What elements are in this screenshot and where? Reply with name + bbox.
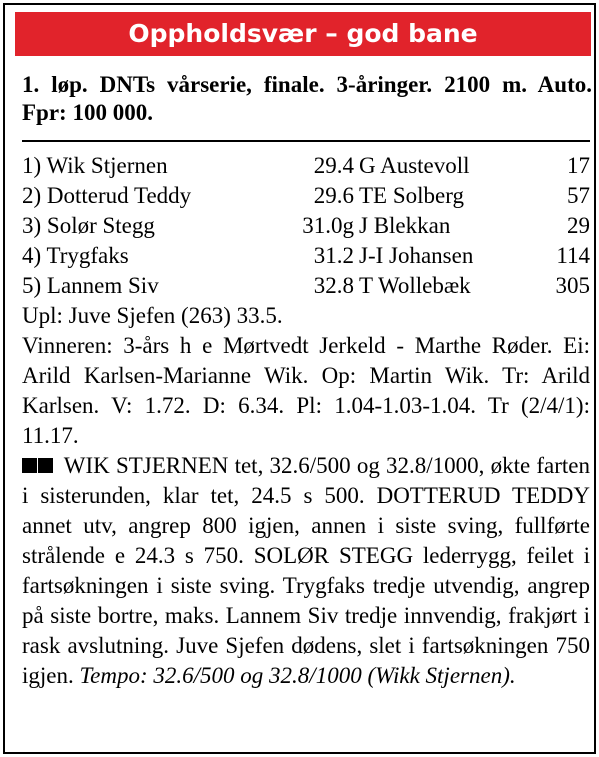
results-table [22, 151, 590, 301]
km-time: 31.2 [313, 243, 354, 268]
result-row [22, 271, 590, 301]
result-card [3, 3, 596, 754]
result-row [22, 181, 590, 211]
weather-track-banner: Oppholdsvær – god bane [15, 12, 591, 56]
horse-name: 2) Dotterud Teddy [22, 183, 192, 208]
result-row [22, 211, 590, 241]
odds: 114 [556, 243, 590, 268]
driver-name: J-I Johansen [359, 243, 474, 268]
driver-name: G Austevoll [359, 153, 470, 178]
km-time: 32.8 [313, 273, 354, 298]
odds: 305 [555, 273, 590, 298]
driver-name: T Wollebæk [359, 273, 471, 298]
result-row [22, 241, 590, 271]
odds: 29 [567, 213, 590, 238]
race-report-text: WIK STJERNEN tet, 32.6/500 og 32.8/1000, økte farten i sisterunden, klar tet, 24.5 s 500. DOTTERUD TEDDY annet utv, angrep 800 igjen, annen i siste sving, fullførte strålende e 24.3 s 750. SOLØR STEGG lederrygg, feilet i fartsøkningen i siste sving. Trygfaks tredje utvendig, angrep på siste bortre, maks. Lannem Siv tredje innvendig, frakjørt i rask avslutning. Juve Sjefen dødens, slet i fartsøkningen 750 igjen. [22, 453, 591, 688]
driver-name: TE Solberg [359, 183, 464, 208]
divider [22, 140, 590, 142]
rating-squares-icon [22, 451, 54, 481]
race-report [22, 451, 590, 691]
result-row [22, 151, 590, 181]
odds: 17 [567, 153, 590, 178]
driver-name: J Blekkan [359, 213, 451, 238]
odds: 57 [567, 183, 590, 208]
tempo-note: Tempo: 32.6/500 og 32.8/1000 (Wikk Stjernen). [79, 663, 516, 688]
km-time: 29.4 [313, 153, 354, 178]
race-title: 1. løp. DNTs vårserie, finale. 3-åringer. 2100 m. Auto. Fpr: 100 000. [22, 72, 592, 125]
km-time: 29.6 [313, 183, 354, 208]
horse-name: 5) Lannem Siv [22, 273, 159, 298]
winner-details: Vinneren: 3-års h e Mørtvedt Jerkeld - Marthe Røder. Ei: Arild Karlsen-Marianne Wik. Op: Martin Wik. Tr: Arild Karlsen. V: 1.72. D: 6.34. Pl: 1.04-1.03-1.04. Tr (2/4/1): 11.17. [22, 333, 590, 448]
horse-name: 3) Solør Stegg [22, 213, 155, 238]
horse-name: 1) Wik Stjernen [22, 153, 168, 178]
horse-name: 4) Trygfaks [22, 243, 129, 268]
km-time: 31.0g [302, 213, 354, 238]
unplaced-line: Upl: Juve Sjefen (263) 33.5. [22, 303, 283, 328]
